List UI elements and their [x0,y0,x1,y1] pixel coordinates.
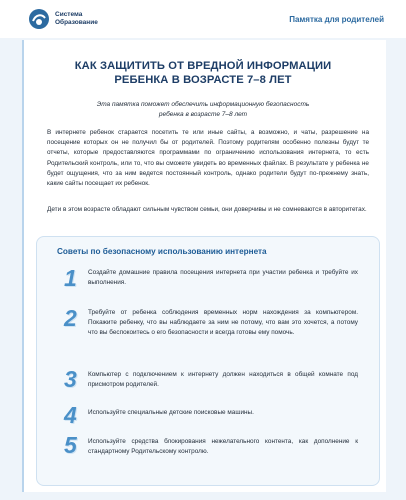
advice-title: Советы по безопасному использованию интернета [57,247,267,256]
intro-line-1: Эта памятка поможет обеспечить информационную безопасность [96,101,310,108]
tip-text-2: Требуйте от ребенка соблюдения временных норм нахождения за компьютером. Покажите ребенку, что вы наблюдаете за ним не потому, что вам это хочется, а потому что вы беспокоитесь о его безопасности и всегда готовы ему помочь. [88,309,358,337]
tip-text-4: Используйте специальные детские поисковые машины. [88,409,254,416]
logo-line-1: Система [55,11,83,18]
tip-number-4: 4 [64,402,77,428]
intro-text [40,100,366,120]
logo-text [55,11,98,26]
tip-number-2: 2 [64,305,77,331]
paragraph-1: В интернете ребенок старается посетить те или иные сайты, а возможно, и чаты, разрешение на посещение которых он не получил бы от родителей. Поэтому родителям особенно полезны будут те отчеты, которые предоставляются программами по ограничению использования интернета, то есть Родительский контроль, или то, что вы сможете увидеть во временных файлах. В результате у ребенка не будет ощущения, что за ним ведется постоянный контроль, однако родители будут по-прежнему знать, какие сайты посещает их ребенок. [47,129,369,188]
logo-line-2: Образование [55,18,98,26]
intro-line-2: ребенка в возрасте 7–8 лет [158,111,248,118]
tip-number-1: 1 [64,265,77,291]
paragraph-2: Дети в этом возрасте обладают сильным чувством семьи, они доверчивы и не сомневаются в авторитетах. [47,206,367,213]
tip-number-5: 5 [64,432,77,458]
logo-icon [28,8,50,30]
tip-text-3: Компьютер с подключением к интернету должен находиться в общей комнате под присмотром родителей. [88,371,358,389]
header [0,0,406,38]
header-note: Памятка для родителей [289,15,384,24]
tip-text-5: Используйте средства блокирования нежелательного контента, как дополнение к стандартному Родительскому контролю. [88,438,358,456]
tip-number-3: 3 [64,366,77,392]
title-line-1: КАК ЗАЩИТИТЬ ОТ ВРЕДНОЙ ИНФОРМАЦИИ [74,60,332,72]
title-line-2: РЕБЕНКА В ВОЗРАСТЕ 7–8 ЛЕТ [114,74,292,86]
page-title [22,59,384,87]
tip-text-1: Создайте домашние правила посещения интернета при участии ребенка и требуйте их выполнения. [88,269,358,287]
